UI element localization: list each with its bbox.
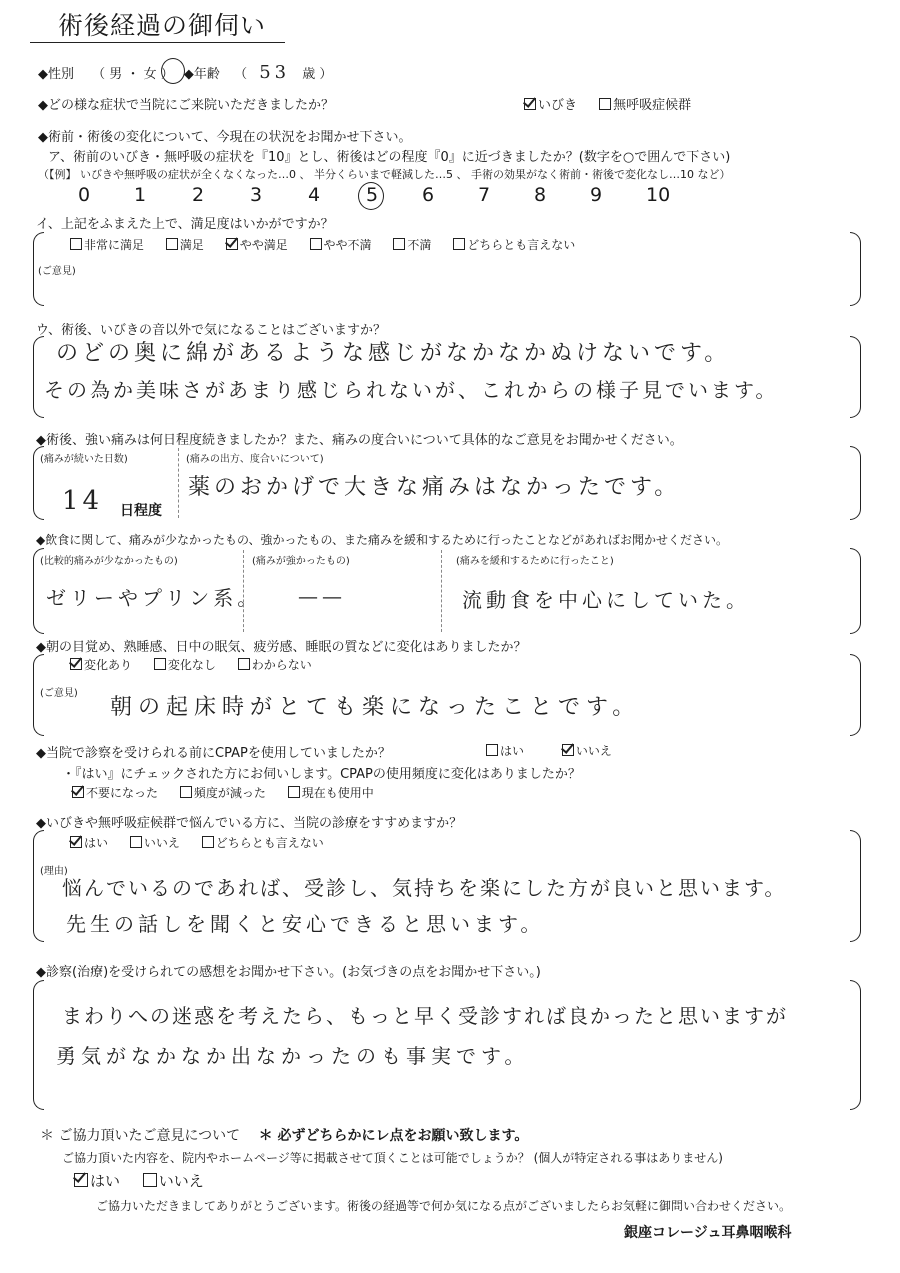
footer-thanks: ご協力いただきましてありがとうございます。術後の経過等で何か気になる点がございましたらお気軽に御問い合わせください。 (96, 1199, 792, 1213)
option-cpap-yes[interactable]: はい (486, 744, 524, 758)
gender-close: ） (160, 67, 174, 82)
option-changed[interactable]: 変化あり (70, 658, 132, 672)
profile-row (38, 62, 332, 83)
gender-open: （ (92, 67, 106, 82)
option-satisfied[interactable]: 満足 (166, 238, 204, 252)
scale-2[interactable]: 2 (192, 184, 205, 206)
checkbox-icon (72, 786, 84, 798)
option-ibiki[interactable]: いびき (524, 98, 577, 113)
gender-female-circle (161, 58, 185, 84)
checkbox-icon (238, 658, 250, 670)
option-no-longer-needed[interactable]: 不要になった (72, 786, 158, 800)
gender-dot: ・ (126, 67, 140, 82)
q9-question: ◆いびきや無呼吸症候群で悩んでいる方に、当院の診療をすすめますか？ (36, 816, 463, 831)
q9-reason-line1[interactable]: 悩んでいるのであれば、受診し、気持ちを楽にした方が良いと思います。 (62, 876, 787, 900)
q9-reason-line2[interactable]: 先生の話しを聞くと安心できると思います。 (66, 912, 545, 936)
footer-options (74, 1170, 222, 1191)
q8-question: ◆当院で診察を受けられる前にCPAPを使用していましたか？ (36, 746, 391, 761)
checkbox-icon (599, 98, 611, 110)
option-recommend-yes[interactable]: はい (70, 836, 108, 850)
footer-permission: ご協力頂いた内容を、院内やホームページ等に掲載させて頂くことは可能でしょうか？ (個人が特定される事はありません) (62, 1151, 723, 1165)
scale-1[interactable]: 1 (134, 184, 147, 206)
q5-bracket-right (850, 446, 861, 520)
checkbox-icon (202, 836, 214, 848)
q7-options (70, 656, 330, 673)
age-open: （ (234, 67, 248, 82)
scale-6[interactable]: 6 (422, 184, 435, 206)
q3-comment-label: (ご意見) (38, 266, 76, 277)
option-publish-no[interactable]: いいえ (143, 1172, 204, 1190)
q4-answer-line1[interactable]: のどの奥に綿があるような感じがなかなかぬけないです。 (56, 341, 731, 366)
clinic-name: 銀座コレージュ耳鼻咽喉科 (624, 1225, 792, 1241)
q1-question: ◆どの様な症状で当院にご来院いただきましたか？ (38, 98, 334, 113)
q5-detail-label: (痛みの出方、度合いについて) (186, 454, 324, 465)
q7-bracket-right (850, 654, 861, 736)
q7-comment-value[interactable]: 朝の起床時がとても楽になったことです。 (110, 695, 641, 720)
checkbox-icon (74, 1173, 88, 1187)
q4-bracket-right (850, 336, 861, 418)
age-close: 歳 ） (302, 67, 333, 82)
q10-bracket-left (33, 980, 44, 1110)
gender-male[interactable]: 男 (109, 67, 123, 82)
checkbox-icon (166, 238, 178, 250)
checkbox-icon (180, 786, 192, 798)
q5-question: ◆術後、強い痛みは何日程度続きましたか？また、痛みの度合いについて具体的なご意見をお聞かせください。 (36, 433, 683, 448)
option-osas[interactable]: 無呼吸症候群 (599, 98, 691, 113)
q5-detail-value[interactable]: 薬のおかげで大きな痛みはなかったです。 (188, 475, 681, 500)
notice-feedback: ＊ ご協力頂いたご意見について (40, 1128, 241, 1144)
option-recommend-neutral[interactable]: どちらとも言えない (202, 836, 324, 850)
q6-bracket-right (850, 548, 861, 634)
q6-col1-label: (比較的痛みが少なかったもの) (40, 556, 178, 567)
q6-col2-label: (痛みが強かったもの) (252, 556, 350, 567)
q3-question: イ、上記をふまえた上で、満足度はいかがですか？ (36, 217, 334, 232)
q4-bracket-left (33, 336, 44, 418)
checkbox-icon (226, 238, 238, 250)
selected-scale-circle (358, 182, 384, 210)
q2-header: ◆術前・術後の変化について、今現在の状況をお聞かせ下さい。 (38, 130, 412, 145)
footer-notice (40, 1125, 528, 1145)
scale-3[interactable]: 3 (250, 184, 263, 206)
option-unsatisfied[interactable]: 不満 (393, 238, 431, 252)
option-unknown[interactable]: わからない (238, 658, 312, 672)
gender-label: ◆性別 (38, 67, 74, 82)
gender-female[interactable]: 女 (143, 67, 157, 82)
q9-bracket-right (850, 830, 861, 942)
q10-answer-line1[interactable]: まわりへの迷惑を考えたら、もっと早く受診すれば良かったと思いますが (62, 1004, 788, 1028)
q4-answer-line2[interactable]: その為か美味さがあまり感じられないが、これからの様子見でいます。 (44, 378, 779, 402)
scale-8[interactable]: 8 (534, 184, 547, 206)
q8-followup-options (72, 784, 392, 801)
checkbox-icon (310, 238, 322, 250)
q9-reason-label: (理由) (40, 866, 68, 877)
q8-followup: ・『はい』にチェックされた方にお伺いします。CPAPの使用頻度に変化はありましたか？ (62, 767, 581, 782)
scale-7[interactable]: 7 (478, 184, 491, 206)
option-cpap-no[interactable]: いいえ (562, 744, 612, 758)
option-publish-yes[interactable]: はい (74, 1172, 120, 1190)
q6-question: ◆飲食に関して、痛みが少なかったもの、強かったもの、また痛みを緩和するために行ったことなどがあればお聞かせください。 (36, 533, 729, 547)
checkbox-icon (154, 658, 166, 670)
page-title: 術後経過の御伺い (58, 11, 267, 40)
age-label: ◆年齢 (183, 67, 220, 82)
q9-options (70, 834, 342, 851)
option-still-using[interactable]: 現在も使用中 (288, 786, 374, 800)
option-very-satisfied[interactable]: 非常に満足 (70, 238, 144, 252)
checkbox-icon (70, 238, 82, 250)
q6-col3-value[interactable]: 流動食を中心にしていた。 (462, 588, 750, 612)
q3-options (70, 236, 593, 253)
checkbox-icon (453, 238, 465, 250)
option-neutral[interactable]: どちらとも言えない (453, 238, 575, 252)
q5-days-label: (痛みが続いた日数) (40, 454, 128, 465)
q10-question: ◆診察(治療)を受けられての感想をお聞かせ下さい。(お気づきの点をお聞かせ下さい。) (36, 965, 541, 980)
q7-question: ◆朝の目覚め、熟睡感、日中の眠気、疲労感、睡眠の質などに変化はありましたか？ (36, 640, 527, 655)
checkbox-icon (130, 836, 142, 848)
q6-divider-2 (441, 550, 443, 632)
q2-sub-a: ア、術前のいびき・無呼吸の症状を『10』とし、術後はどの程度『0』に近づきましたか？(数字を○で囲んで下さい) (48, 150, 731, 165)
q1-options (524, 94, 709, 113)
option-no-change[interactable]: 変化なし (154, 658, 216, 672)
scale-9[interactable]: 9 (590, 184, 603, 206)
checkbox-icon (288, 786, 300, 798)
q4-question: ウ、術後、いびきの音以外で気になることはございますか？ (36, 323, 386, 338)
notice-check-required: ＊ 必ずどちらかにレ点をお願い致します。 (258, 1128, 529, 1144)
scale-10[interactable]: 10 (646, 184, 671, 206)
q3-bracket-right (850, 232, 861, 306)
q10-bracket-right (850, 980, 861, 1110)
q5-days-unit: 日程度 (120, 503, 162, 519)
q5-divider (178, 448, 180, 518)
q9-bracket-left (33, 830, 44, 942)
q6-col1-value[interactable]: ゼリーやプリン系。 (46, 586, 262, 610)
option-somewhat-satisfied[interactable]: やや満足 (226, 238, 288, 252)
scale-0[interactable]: 0 (78, 184, 91, 206)
q2-example: （【例】 いびきや無呼吸の症状が全くなくなった…0 、 半分くらいまで軽減した…5 、 手術の効果がなく術前・術後で変化なし…10 など） (38, 168, 731, 181)
checkbox-icon (70, 658, 82, 670)
checkbox-icon (70, 836, 82, 848)
q6-col3-label: (痛みを緩和するために行ったこと) (456, 556, 614, 567)
checkbox-icon (524, 98, 536, 110)
q7-comment-label: (ご意見) (40, 688, 78, 699)
q6-divider-1 (243, 550, 245, 632)
scale-4[interactable]: 4 (308, 184, 321, 206)
checkbox-icon (486, 744, 498, 756)
age-value[interactable]: 53 (259, 62, 291, 83)
q5-days-value[interactable]: 14 (62, 486, 104, 516)
scale-5[interactable]: 5 (366, 184, 379, 206)
checkbox-icon (393, 238, 405, 250)
option-less-frequent[interactable]: 頻度が減った (180, 786, 266, 800)
q8-options (486, 742, 630, 759)
checkbox-icon (143, 1173, 157, 1187)
option-recommend-no[interactable]: いいえ (130, 836, 180, 850)
checkbox-icon (562, 744, 574, 756)
q6-col2-value[interactable]: —— (298, 584, 346, 608)
q10-answer-line2[interactable]: 勇気がなかなか出なかったのも事実です。 (56, 1044, 530, 1068)
option-somewhat-unsatisfied[interactable]: やや不満 (310, 238, 372, 252)
title-underline (30, 42, 285, 43)
